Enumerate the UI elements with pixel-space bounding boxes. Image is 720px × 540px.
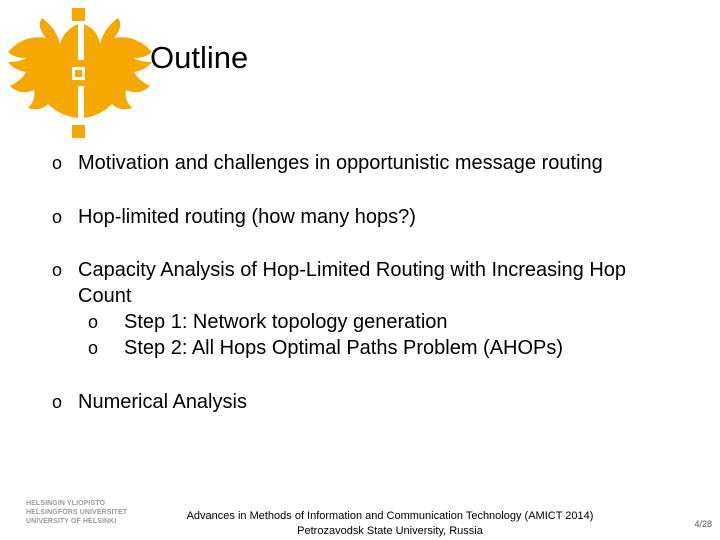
page-number: 4/28	[694, 519, 712, 529]
footer-conference	[150, 509, 630, 539]
bullet-item	[52, 150, 678, 176]
conference-name: Advances in Methods of Information and Communication Technology (AMICT 2014)	[186, 510, 594, 522]
bullet-marker: o	[52, 260, 63, 280]
university-name-en: UNIVERSITY OF HELSINKI	[26, 518, 117, 525]
bullet-marker: o	[52, 153, 63, 173]
sub-bullet-text: Step 2: All Hops Optimal Paths Problem (AHOPs)	[124, 337, 564, 359]
university-name-logo	[26, 499, 146, 526]
university-flame-logo-icon	[0, 0, 160, 145]
bullet-marker: o	[52, 392, 63, 412]
bullet-item	[52, 204, 678, 230]
bullet-item	[52, 257, 684, 361]
conference-venue: Petrozavodsk State University, Russia	[297, 525, 483, 537]
bullet-item	[52, 389, 678, 415]
university-name-fi: HELSINGIN YLIOPISTO	[26, 500, 106, 507]
sub-bullet-item	[88, 309, 684, 335]
university-name-sv: HELSINGFORS UNIVERSITET	[26, 509, 128, 516]
sub-bullet-item	[88, 335, 684, 361]
bullet-text: Numerical Analysis	[78, 391, 247, 413]
bullet-text: Capacity Analysis of Hop-Limited Routing with Increasing Hop Count	[78, 259, 627, 307]
sub-bullet-text: Step 1: Network topology generation	[124, 311, 448, 333]
sub-bullet-marker: o	[88, 338, 99, 358]
bullet-text: Hop-limited routing (how many hops?)	[78, 206, 416, 228]
sub-bullet-marker: o	[88, 312, 99, 332]
bullet-marker: o	[52, 207, 63, 227]
slide-title: Outline	[150, 40, 249, 75]
bullet-text: Motivation and challenges in opportunistic message routing	[78, 152, 603, 174]
